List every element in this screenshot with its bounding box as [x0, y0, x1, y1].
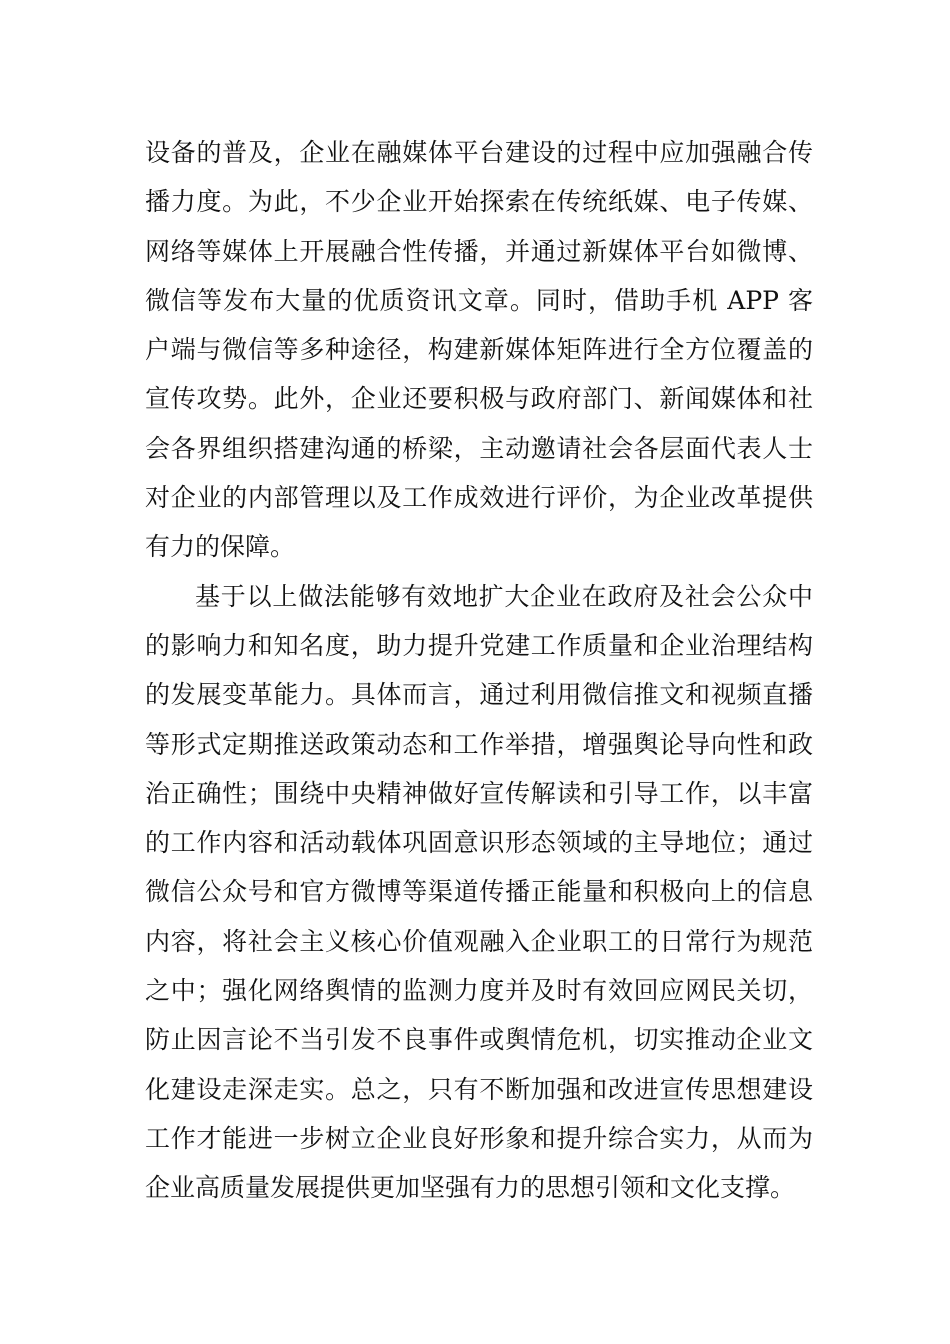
paragraph-1-line: 户端与微信等多种途径，构建新媒体矩阵进行全方位覆盖的 — [145, 335, 813, 365]
paragraph-2-line: 工作才能进一步树立企业良好形象和提升综合实力，从而为 — [145, 1123, 813, 1153]
paragraph-1-line: 网络等媒体上开展融合性传播，并通过新媒体平台如微博、 — [145, 236, 813, 266]
paragraph-1-line: 对企业的内部管理以及工作成效进行评价，为企业改革提供 — [145, 483, 813, 513]
paragraph-1-line: 播力度。为此，不少企业开始探索在传统纸媒、电子传媒、 — [145, 187, 813, 217]
body-text — [145, 128, 813, 1213]
paragraph-1-line: 会各界组织搭建沟通的桥梁，主动邀请社会各层面代表人士 — [145, 433, 813, 463]
paragraph-2-line: 的发展变革能力。具体而言，通过利用微信推文和视频直播 — [145, 680, 813, 710]
paragraph-2-line: 微信公众号和官方微博等渠道传播正能量和积极向上的信息 — [145, 877, 813, 907]
paragraph-1-line: 有力的保障。 — [145, 532, 296, 562]
paragraph-2-line: 基于以上做法能够有效地扩大企业在政府及社会公众中 — [195, 581, 813, 611]
paragraph-1-line: 微信等发布大量的优质资讯文章。同时，借助手机 APP 客 — [145, 285, 813, 315]
paragraph-1-line: 设备的普及，企业在融媒体平台建设的过程中应加强融合传 — [145, 138, 813, 167]
paragraph-2-line: 防止因言论不当引发不良事件或舆情危机，切实推动企业文 — [145, 1025, 813, 1055]
paragraph-2-line: 等形式定期推送政策动态和工作举措，增强舆论导向性和政 — [145, 729, 813, 759]
paragraph-2-line: 化建设走深走实。总之，只有不断加强和改进宣传思想建设 — [145, 1074, 813, 1104]
paragraph-2-line: 企业高质量发展提供更加坚强有力的思想引领和文化支撑。 — [145, 1173, 796, 1203]
paragraph-2-line: 的工作内容和活动载体巩固意识形态领域的主导地位；通过 — [145, 828, 813, 858]
paragraph-2-line: 内容，将社会主义核心价值观融入企业职工的日常行为规范 — [145, 926, 813, 956]
paragraph-2-line: 之中；强化网络舆情的监测力度并及时有效回应网民关切， — [145, 976, 813, 1006]
paragraph-2-line: 治正确性；围绕中央精神做好宣传解读和引导工作，以丰富 — [145, 778, 813, 808]
paragraph-1-line: 宣传攻势。此外，企业还要积极与政府部门、新闻媒体和社 — [145, 384, 813, 414]
paragraph-2-line: 的影响力和知名度，助力提升党建工作质量和企业治理结构 — [145, 630, 813, 660]
